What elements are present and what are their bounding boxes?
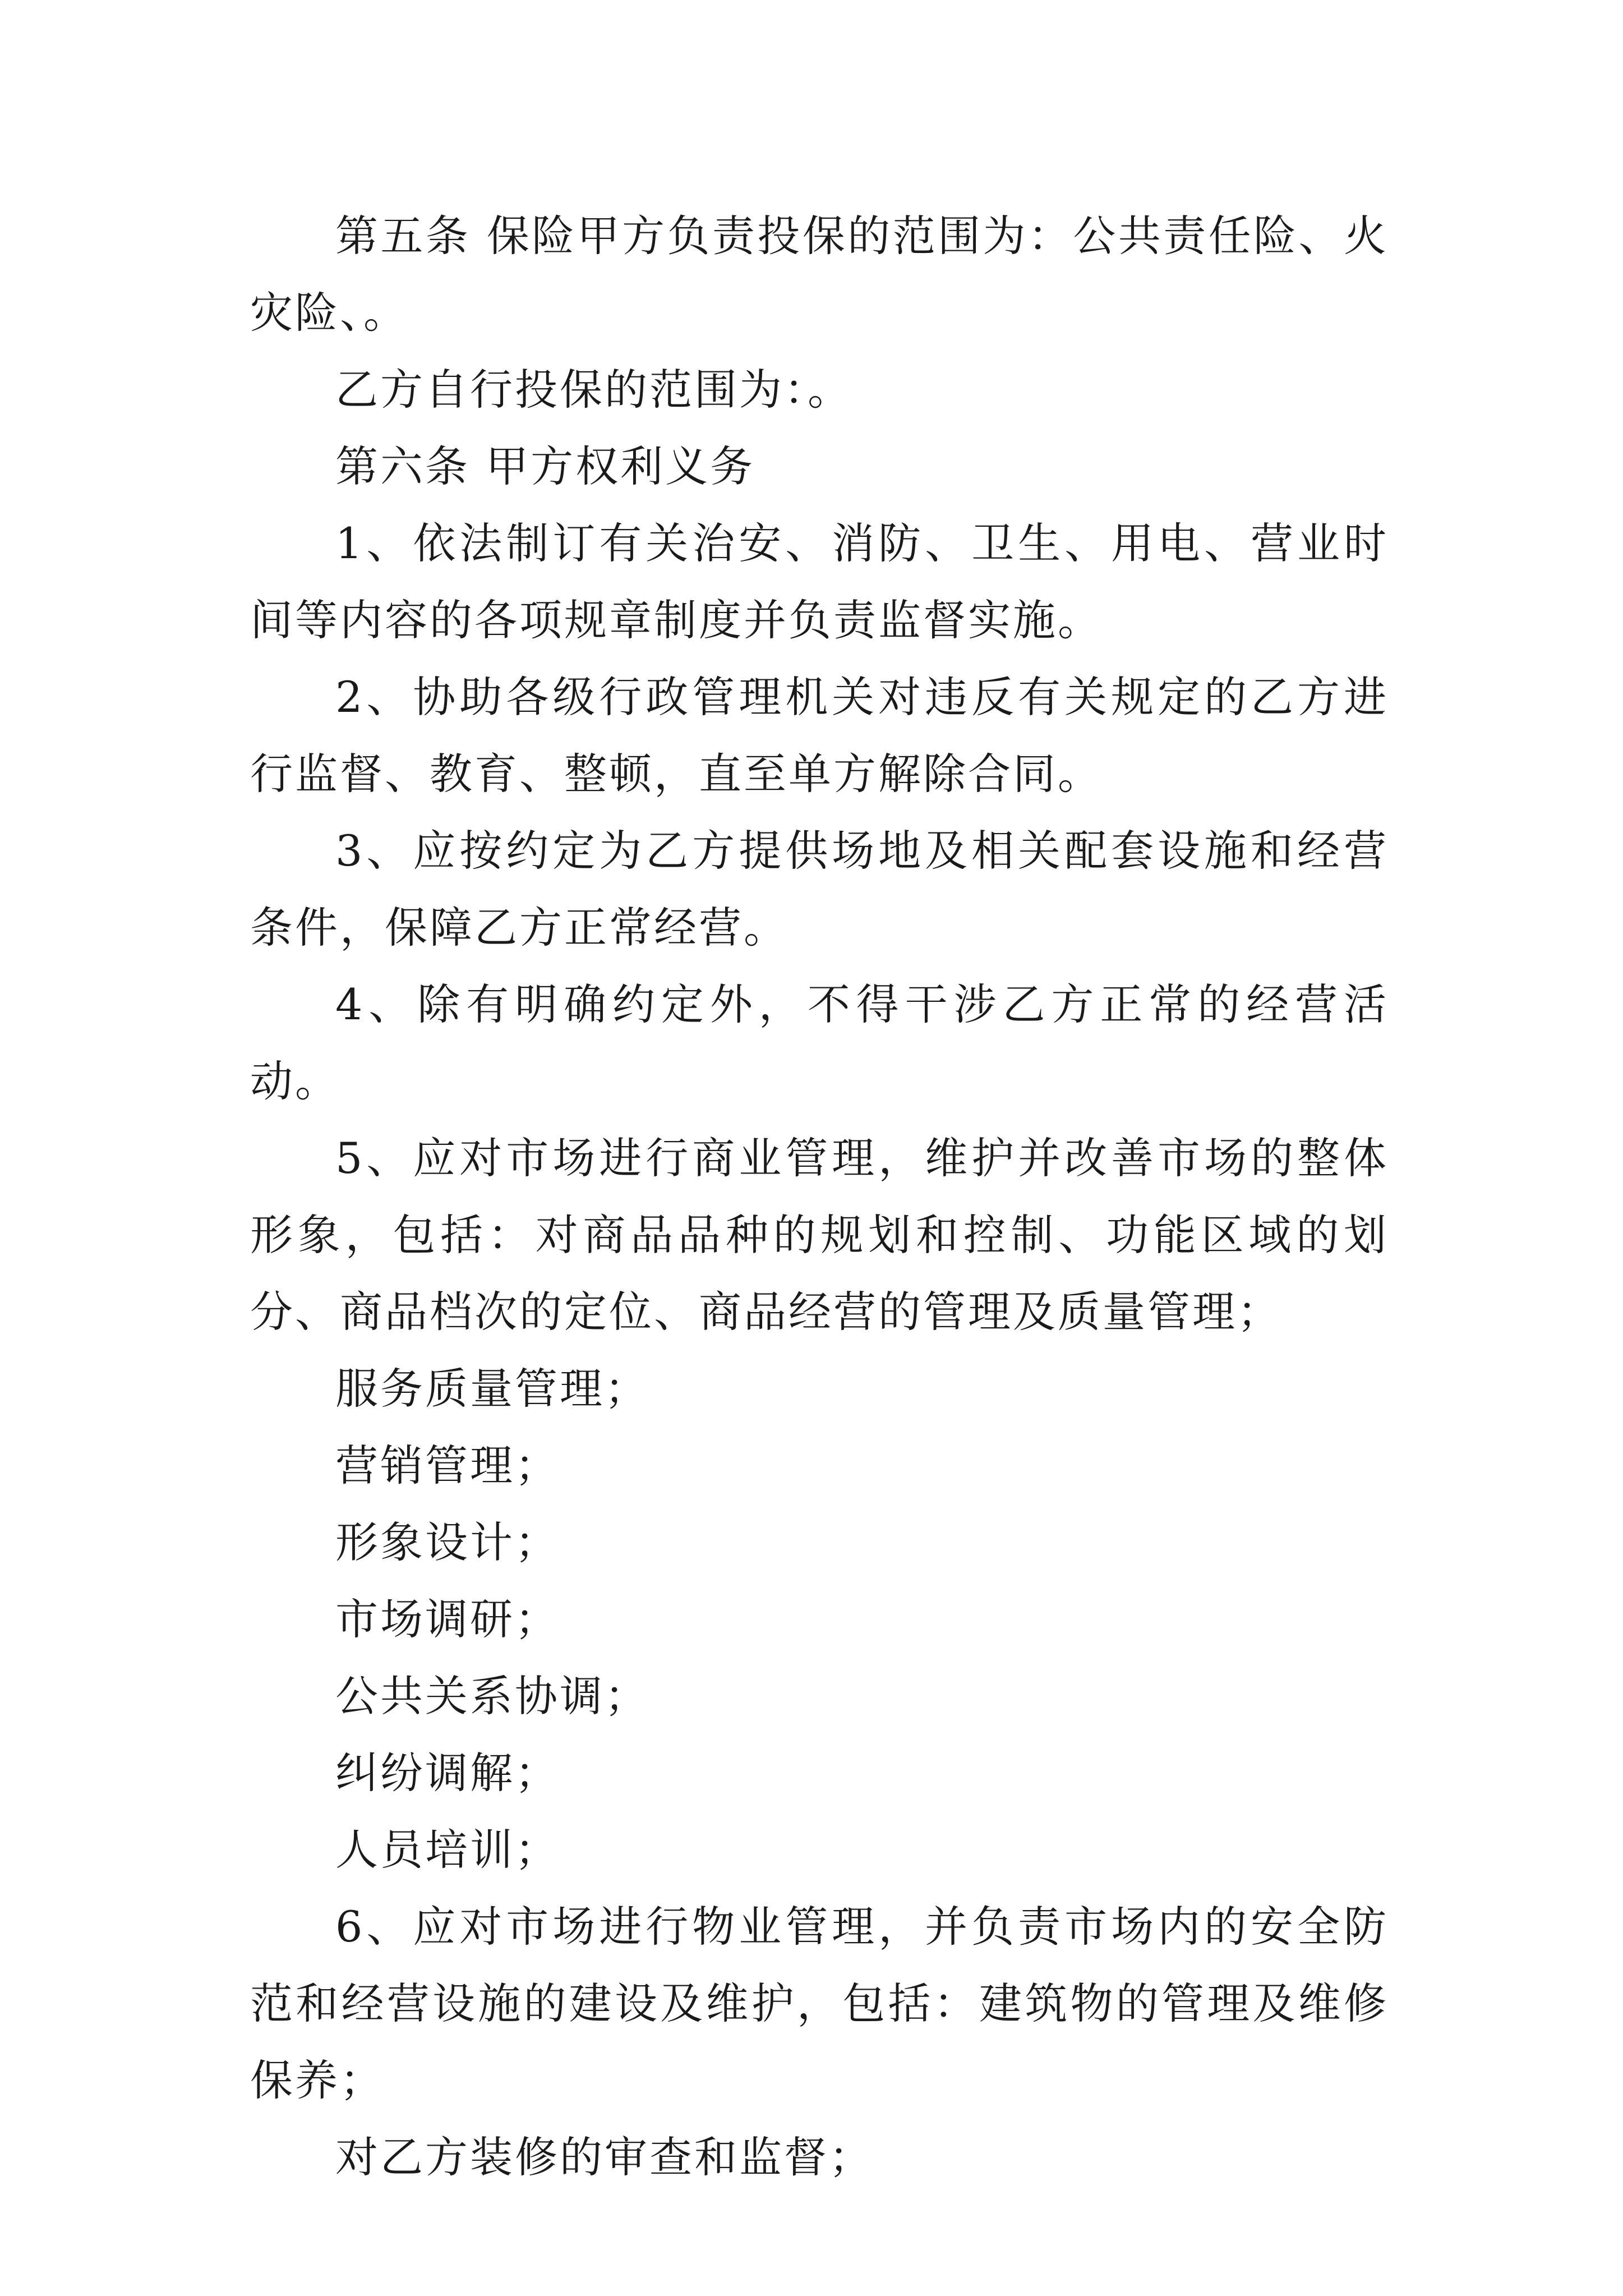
paragraph-item-4: 4、除有明确约定外，不得干涉乙方正常的经营活动。 — [250, 979, 1389, 1106]
paragraph-item-2: 2、协助各级行政管理机关对违反有关规定的乙方进行监督、教育、整顿，直至单方解除合同。 — [250, 672, 1389, 799]
paragraph-party-b-insurance: 乙方自行投保的范围为：。 — [335, 365, 852, 415]
paragraph-staff-training: 人员培训； — [335, 1825, 560, 1875]
paragraph-item-5: 5、应对市场进行商业管理，维护并改善市场的整体形象，包括：对商品品种的规划和控制、功能区域的划分、商品档次的定位、商品经营的管理及质量管理； — [250, 1133, 1389, 1337]
paragraph-public-relations: 公共关系协调； — [335, 1671, 649, 1721]
document-body — [250, 197, 1389, 2196]
paragraph-image-design: 形象设计； — [335, 1517, 560, 1567]
paragraph-item-3: 3、应按约定为乙方提供场地及相关配套设施和经营条件，保障乙方正常经营。 — [250, 826, 1389, 953]
paragraph-item-1: 1、依法制订有关治安、消防、卫生、用电、营业时间等内容的各项规章制度并负责监督实施。 — [250, 518, 1389, 645]
paragraph-article-5-insurance: 第五条 保险甲方负责投保的范围为：公共责任险、火灾险、。 — [250, 211, 1389, 338]
paragraph-renovation-review: 对乙方装修的审查和监督； — [335, 2132, 874, 2182]
paragraph-marketing: 营销管理； — [335, 1441, 560, 1490]
paragraph-market-research: 市场调研； — [335, 1594, 560, 1644]
paragraph-service-quality: 服务质量管理； — [335, 1364, 649, 1414]
paragraph-dispute-mediation: 纠纷调解； — [335, 1748, 560, 1798]
paragraph-item-6: 6、应对市场进行物业管理，并负责市场内的安全防范和经营设施的建设及维护，包括：建筑物的管理及维修保养； — [250, 1902, 1389, 2105]
paragraph-article-6-heading: 第六条 甲方权利义务 — [335, 441, 755, 491]
